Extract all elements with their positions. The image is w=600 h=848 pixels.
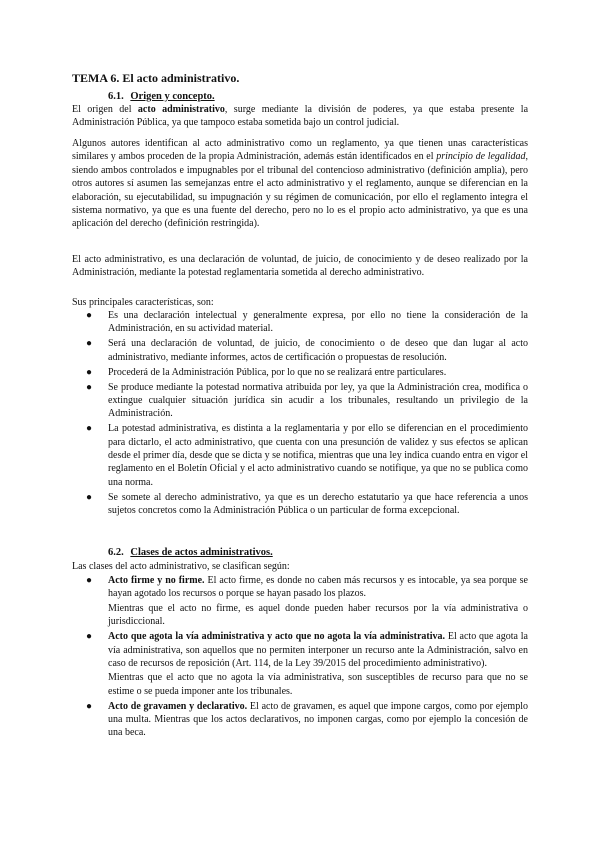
list-item-text: El acto firme, es donde no caben más recursos y es intocable, ya sea porque se hayan agotado los recursos o porque se hayan pasado los plazos. (108, 575, 528, 600)
bullet-icon: ● (86, 700, 93, 712)
paragraph-definicion: El acto administrativo, es una declaración de voluntad, de juicio, de conocimiento y de deseo realizado por la Administración, mediante la potestad reglamentaria sometida al derecho administrativo. (72, 254, 528, 279)
page-title: TEMA 6. El acto administrativo. (72, 71, 240, 85)
list-item-subtext: Mientras que el acto no firme, es aquel donde pueden haber recursos por la vía administrativa o jurisdiccional. (108, 602, 528, 628)
paragraph-autores (72, 137, 528, 231)
list-item (72, 700, 528, 740)
section-heading-origen (108, 90, 215, 103)
bullet-icon: ● (86, 423, 93, 435)
text-run: , surge mediante la división de poderes, ya que estaba presente la Administración Pública, ya que tampoco estaba sometida bajo un control judicial. (72, 104, 529, 129)
item-term: Acto que agota la vía administrativa y acto que no agota la vía administrativa. (108, 631, 446, 643)
bullet-icon: ● (86, 366, 93, 378)
list-item-text: La potestad administrativa, es distinta a la reglamentaria y por ello se diferencian en el procedimiento para dictarlo, el acto administrativo, que cuenta con una presunción de validez y sus efectos se aplican desde el primer día, desde que se dicta y se notifica, mientras que una ley indica cuando entra en vigor el reglamento en el Boletín Oficial y el acto administrativo cuando se notifique, ya que no se publica como una norma. (108, 423, 528, 488)
list-item (72, 309, 528, 336)
bullet-icon: ● (86, 310, 93, 321)
section-heading-clases (108, 546, 273, 559)
list-item (72, 366, 528, 379)
paragraph-origen (72, 103, 528, 130)
list-item-text: Se produce mediante la potestad normativa atribuida por ley, ya que la Administración crea, modifica o extingue cualquier situación jurídica sin acudir a los tribunales, resultando un privilegio de la Administración. (108, 381, 528, 420)
section-title: Clases de actos administrativos. (130, 547, 273, 558)
classes-list (72, 574, 528, 741)
list-item (72, 574, 528, 629)
bullet-icon: ● (86, 631, 93, 643)
item-term: Acto de gravamen y declarativo. (108, 700, 248, 712)
list-item (72, 422, 528, 489)
list-item-text: El acto que agota la vía administrativa, son aquellos que no permiten interponer un recurso ante la Administración, salvo en caso de recursos de reposición (Art. 114, de la Ley 39/2015 del procedimiento administrativo). (108, 631, 528, 669)
list-item-text: Procederá de la Administración Pública, por lo que no se realizará entre particulares. (108, 366, 447, 378)
bullet-icon: ● (86, 491, 93, 503)
list-item (72, 491, 528, 518)
text-run: Algunos autores identifican al acto administrativo como un reglamento, ya que tienen unas características similares y ambos proceden de la propia Administración, además están identificados en el (72, 138, 528, 163)
bold-term: acto administrativo (137, 104, 225, 115)
bullet-icon: ● (86, 575, 93, 586)
section-number: 6.1. (108, 91, 124, 102)
list-item (72, 381, 528, 421)
section-title: Origen y concepto. (130, 91, 215, 102)
paragraph-caracteristicas-intro: Sus principales características, son: (72, 297, 214, 308)
list-item (72, 630, 528, 698)
characteristics-list (72, 309, 528, 519)
bullet-icon: ● (86, 381, 93, 393)
list-item-text: Se somete al derecho administrativo, ya que es un derecho estatutario ya que hace referencia a unos sujetos concretos como la Administración Pública o un particular de forma excepcional. (108, 491, 528, 517)
bullet-icon: ● (86, 338, 93, 350)
list-item-subtext: Mientras que el acto que no agota la vía administrativa, son susceptibles de recurso para que no se estime o se pueda imponer ante los tribunales. (108, 672, 528, 697)
list-item-text: Será una declaración de voluntad, de juicio, de conocimiento o de deseo que dan lugar al acto administrativo, mediante informes, actos de certificación o propuestas de resolución. (108, 338, 528, 363)
italic-term: principio de legalidad (436, 151, 526, 163)
list-item (72, 337, 528, 364)
section-number: 6.2. (108, 547, 124, 558)
text-run: , siendo ambos controlados e impugnables por el tribunal del contencioso administrativo (definición amplia), pero otros autores sí asumen las semejanzas entre el acto administrativo y el reglamento, aunque se diferencian en la elaboración, su ejecutabilidad, su impugnación y su régimen de comunicación, por ello el reglamento integra el sistema normativo, ya que es una fuente del derecho, pero no lo es el propio acto administrativo, ya que es una aplicación del derecho (definición restringida). (72, 151, 528, 230)
item-term: Acto firme y no firme. (108, 575, 205, 586)
text-run: El origen del (72, 104, 138, 115)
list-item-text: Es una declaración intelectual y generalmente expresa, por ello no tiene la consideración de la Administración, en su actividad material. (108, 310, 528, 335)
list-item-text: El acto de gravamen, es aquel que impone cargos, como por ejemplo una multa. Mientras que los actos declarativos, no imponen cargas, como por ejemplo la concesión de una beca. (108, 700, 528, 739)
paragraph-clases-intro: Las clases del acto administrativo, se clasifican según: (72, 561, 290, 572)
